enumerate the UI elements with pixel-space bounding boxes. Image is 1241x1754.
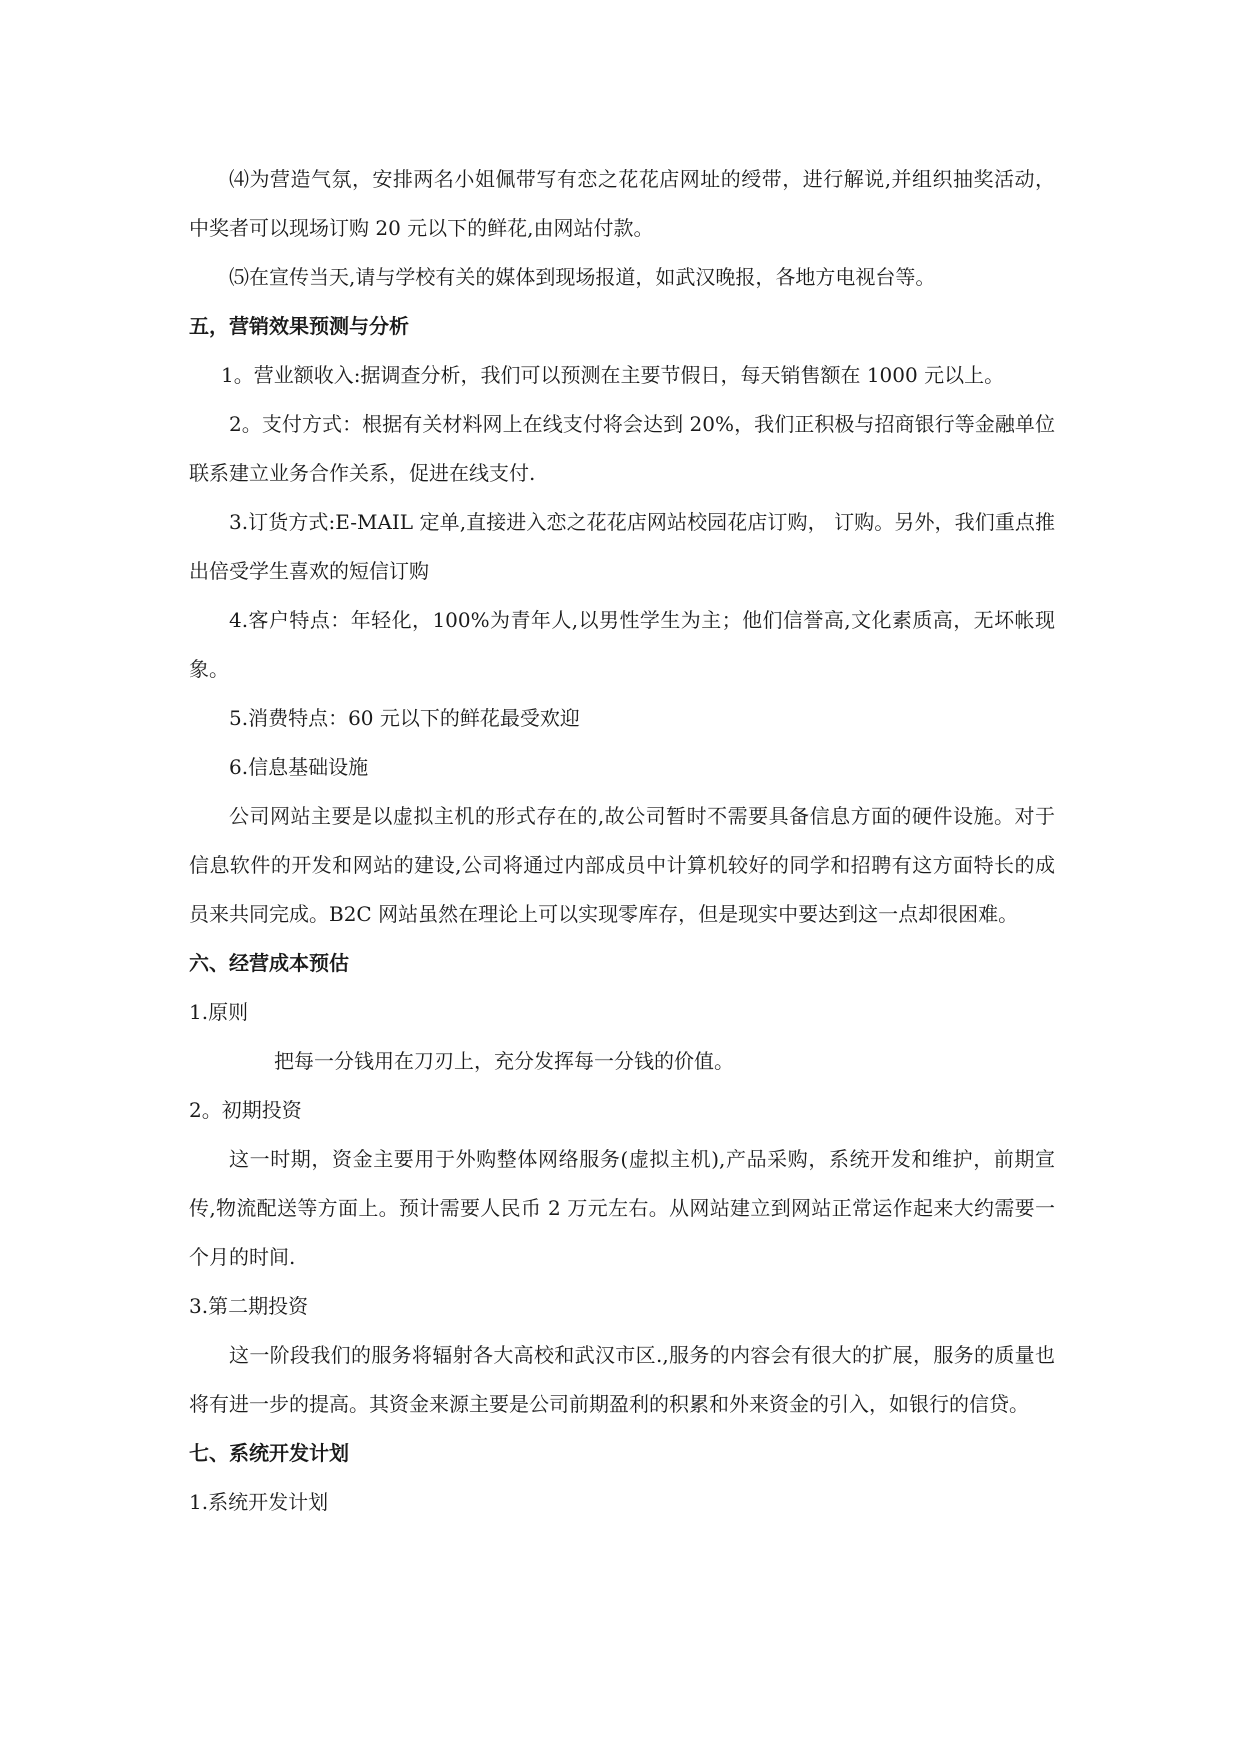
paragraph-principle-title: 1.原则 <box>189 1000 249 1024</box>
paragraph-initial-investment-title: 2。初期投资 <box>189 1098 302 1122</box>
paragraph-infrastructure-title: 6.信息基础设施 <box>229 755 369 779</box>
paragraph-system-plan-title: 1.系统开发计划 <box>189 1490 329 1514</box>
section-heading-7: 七、系统开发计划 <box>189 1441 349 1465</box>
paragraph-initial-investment-body: 这一时期，资金主要用于外购整体网络服务(虚拟主机),产品采购，系统开发和维护，前期宣传,物流配送等方面上。预计需要人民币 2 万元左右。从网站建立到网站正常运作起来大约需要一个月的时间. <box>189 1147 1055 1269</box>
paragraph-customers: 4.客户特点：年轻化，100%为青年人,以男性学生为主；他们信誉高,文化素质高，无坏帐现象。 <box>189 608 1055 681</box>
paragraph-principle-body: 把每一分钱用在刀刃上，充分发挥每一分钱的价值。 <box>274 1049 734 1073</box>
paragraph-infrastructure-body: 公司网站主要是以虚拟主机的形式存在的,故公司暂时不需要具备信息方面的硬件设施。对于信息软件的开发和网站的建设,公司将通过内部成员中计算机较好的同学和招聘有这方面特长的成员来共同完成。B2C 网站虽然在理论上可以实现零库存，但是现实中要达到这一点却很困难。 <box>189 804 1055 926</box>
paragraph-second-investment-body: 这一阶段我们的服务将辐射各大高校和武汉市区.,服务的内容会有很大的扩展，服务的质量也将有进一步的提高。其资金来源主要是公司前期盈利的积累和外来资金的引入，如银行的信贷。 <box>189 1343 1055 1416</box>
paragraph-revenue: 1。营业额收入:据调查分析，我们可以预测在主要节假日，每天销售额在 1000 元以上。 <box>221 363 1005 387</box>
section-heading-5: 五，营销效果预测与分析 <box>189 314 409 338</box>
paragraph-payment: 2。支付方式：根据有关材料网上在线支付将会达到 20%，我们正积极与招商银行等金融单位联系建立业务合作关系，促进在线支付. <box>189 412 1055 485</box>
paragraph-item-4: ⑷为营造气氛，安排两名小姐佩带写有恋之花花店网址的绶带，进行解说,并组织抽奖活动，中奖者可以现场订购 20 元以下的鲜花,由网站付款。 <box>189 167 1055 240</box>
paragraph-second-investment-title: 3.第二期投资 <box>189 1294 309 1318</box>
paragraph-consumption: 5.消费特点：60 元以下的鲜花最受欢迎 <box>229 706 580 730</box>
document-body <box>189 155 1055 1527</box>
section-heading-6: 六、经营成本预估 <box>189 951 349 975</box>
paragraph-ordering: 3.订货方式:E-MAIL 定单,直接进入恋之花花店网站校园花店订购， 订购。另外，我们重点推出倍受学生喜欢的短信订购 <box>189 510 1055 583</box>
paragraph-item-5: ⑸在宣传当天,请与学校有关的媒体到现场报道，如武汉晚报，各地方电视台等。 <box>229 265 936 289</box>
